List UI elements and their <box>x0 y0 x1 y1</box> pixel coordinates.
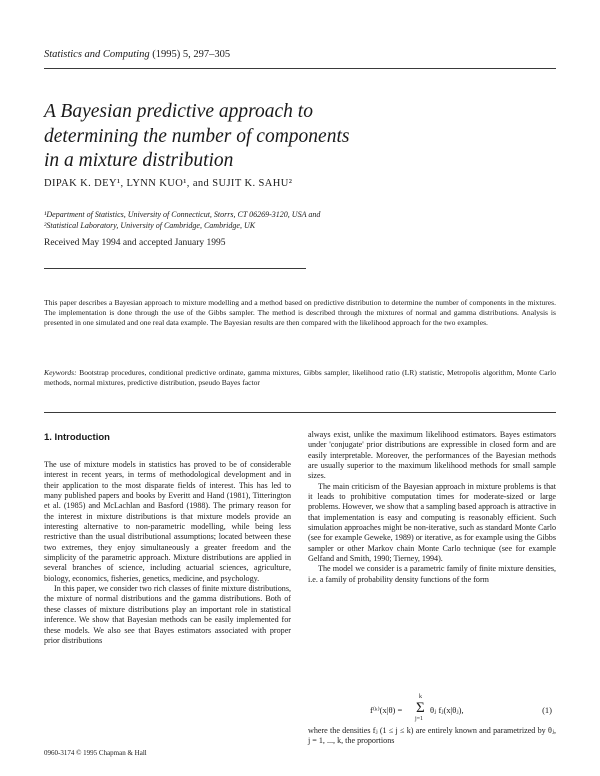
post-equation-text <box>308 726 556 747</box>
sum-upper-limit: k <box>419 694 422 700</box>
equation-lhs: f⁽ᵏ⁾(x|θ) = <box>370 705 403 715</box>
summation-icon: Σ <box>416 700 425 716</box>
journal-citation <box>44 49 230 60</box>
equation-1 <box>308 694 556 723</box>
title-line: in a mixture distribution <box>44 150 234 171</box>
journal-name: Statistics and Computing <box>44 49 150 60</box>
paragraph: In this paper, we consider two rich classes of finite mixture distributions, the mixture of normal distributions and the gamma distributions. Both of these classes of mixture distributions play an important role in statistical inference. We show that Bayesian methods can be easily implemented for these models. We also see that Bayes estimators associated with proper prior distributions <box>44 584 291 645</box>
header-rule <box>44 268 306 269</box>
right-column <box>308 430 556 585</box>
journal-volume: (1995) 5, 297–305 <box>152 49 231 60</box>
top-rule <box>44 68 556 69</box>
paragraph: The main criticism of the Bayesian approach in mixture problems is that it leads to prohibitive computation times for moderate-sized or large problems. However, we show that a sampling based approach is attractive in that implementation is easy and computing is reasonably efficient. Such simulation approaches might be non-iterative, such as standard Monte Carlo (see for example Geweke, 1989) or iterative, as for example using the Gibbs sampler or other Markov chain Monte Carlo technique (see for example Gelfand and Smith, 1990; Tierney, 1994). <box>308 481 556 564</box>
keywords-label: Keywords: <box>44 368 77 377</box>
paragraph: The use of mixture models in statistics has proved to be of considerable interest in recent years, in terms of methodological development and in their application to the most disparate fields of interest. This has led to many published papers and books by Everitt and Hand (1981), Titterington et al. (1985) and McLachlan and Basford (1988). The primary reason for the interest in mixture distributions is that mixture models provide an interesting alternative to non-parametric modelling, while being less restrictive than the usual distributional assumptions; located between these two extremes, they enjoy simultaneously a greater freedom and the simplicity of the parametric approach. Mixture distributions are applied in several branches of science, including actuarial sciences, agriculture, biology, economics, fisheries, genetics, medicine, and psychology. <box>44 460 291 583</box>
paragraph: The model we consider is a parametric family of finite mixture densities, i.e. a family of probability density functions of the form <box>308 564 556 584</box>
sum-lower-limit: j=1 <box>415 716 424 722</box>
title-line: A Bayesian predictive approach to <box>44 101 313 122</box>
abstract-rule <box>44 412 556 413</box>
keywords <box>44 368 556 388</box>
copyright-footer: 0960-3174 © 1995 Chapman & Hall <box>44 749 147 757</box>
abstract: This paper describes a Bayesian approach to mixture modelling and a method based on predictive distribution to determine the number of components in the mixtures. The implementation is done through the use of the Gibbs sampler. The method is described through the mixtures of normal and gamma distributions. Analysis is presented in one simulated and one real data example. The Bayesian results are then compared with the likelihood approach for the two examples. <box>44 298 556 327</box>
title-line: determining the number of components <box>44 125 350 147</box>
paper-title <box>44 100 504 174</box>
affiliation: ²Statistical Laboratory, University of Cambridge, Cambridge, UK <box>44 221 256 230</box>
equation-rhs: θⱼ fⱼ(x|θⱼ), <box>430 705 464 715</box>
equation-number: (1) <box>542 705 552 715</box>
paragraph: always exist, unlike the maximum likelihood estimators. Bayes estimators under 'conjugate' prior distributions are expressible in closed form and are easily interpretable. Moreover, the performances of the Bayesian methods are usually superior to the maximum likelihood methods for small sample sizes. <box>308 430 556 481</box>
left-column <box>44 460 291 646</box>
received-date: Received May 1994 and accepted January 1995 <box>44 238 226 248</box>
affiliation: ¹Department of Statistics, University of Connecticut, Storrs, CT 06269-3120, USA and <box>44 210 321 219</box>
paragraph: where the densities fⱼ (1 ≤ j ≤ k) are entirely known and parametrized by θⱼ, j = 1, ..., k, the proportions <box>308 726 556 746</box>
affiliations <box>44 209 320 231</box>
author-list: DIPAK K. DEY¹, LYNN KUO¹, and SUJIT K. SAHU² <box>44 178 293 189</box>
keywords-text: Bootstrap procedures, conditional predictive ordinate, gamma mixtures, Gibbs sampler, likelihood ratio (LR) statistic, Metropolis algorithm, Monte Carlo methods, normal mixtures, predictive distribution, pseudo Bayes factor <box>44 368 556 387</box>
section-heading: 1. Introduction <box>44 432 110 443</box>
